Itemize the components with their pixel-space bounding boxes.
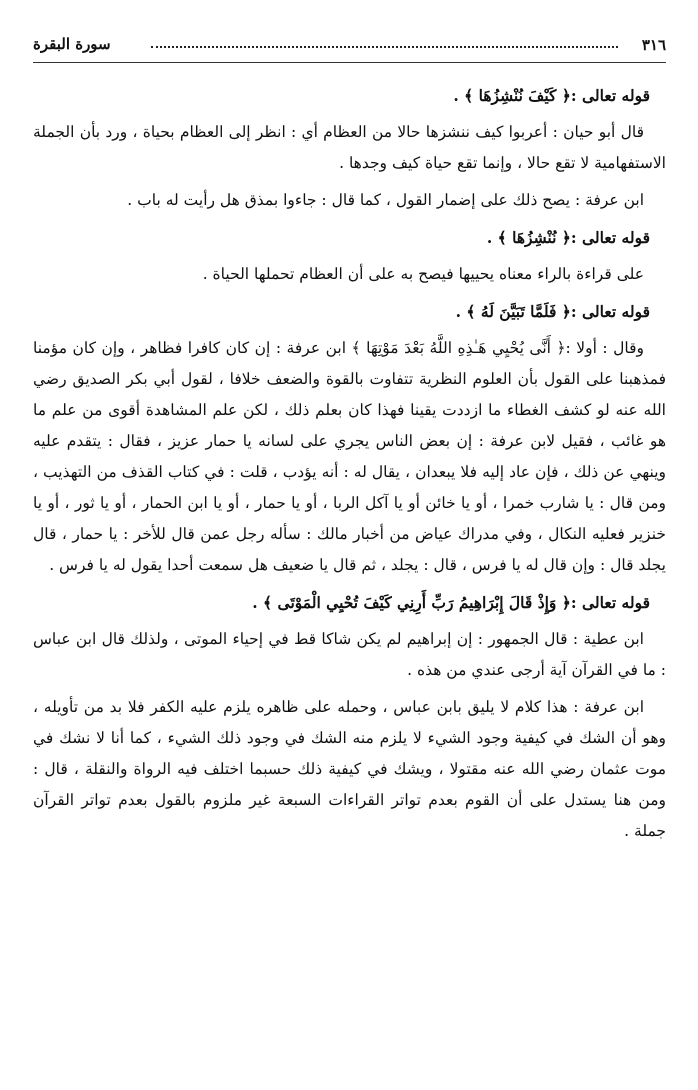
header-dotted-line xyxy=(151,46,618,48)
header-rule xyxy=(33,62,666,63)
commentary-paragraph: ابن عرفة : هذا كلام لا يليق بابن عباس ، وحمله على ظاهره يلزم عليه الكفر فلا بد من تأويله ، وهو أن الشك في كيفية وجود الشيء لا يلزم منه الشك في وجود ذلك الشيء ، كما أنا لا نشك في موت عثمان رضي الله عنه مقتولا ، ويشك في كيفية ذلك حسبما اختلف فيه الرواة والنقلة ، قال : ومن هنا يستدل على أن القوم بعدم تواتر القراءات السبعة غير ملزوم بالقول بعدم تواتر القرآن جملة . xyxy=(33,698,666,840)
verse-heading: قوله تعالى :﴿ نُنْشِزُهَا ﴾ . xyxy=(486,228,650,247)
page-content xyxy=(33,80,666,853)
commentary-paragraph: ابن عرفة : يصح ذلك على إضمار القول ، كما قال : جاءوا بمذق هل رأيت له باب . xyxy=(127,191,644,209)
commentary-paragraph: وقال : أولا :﴿ أَنَّى يُحْيِي هَـٰذِهِ اللَّهُ بَعْدَ مَوْتِهَا ﴾ ابن عرفة : إن كان كافرا فظاهر ، وإن كان مؤمنا فمذهبنا على القول بأن العلوم النظرية تتفاوت بالقوة والضعف خلافا ، لقول أبي بكر الصديق رضي الله عنه لو كشف الغطاء ما ازددت يقينا فهذا كان بعلم ذلك ، لكن علم المشاهدة أقوى من علم ما هو غائب ، فقيل لابن عرفة : إن بعض الناس يجري على لسانه يا حمار عزيز ، فقال : يتقدم عليه وينهي عن ذلك ، فإن عاد إليه فلا يبعدان ، يقال له : أنه يؤدب ، قلت : في كتاب القذف من التهذيب ، ومن قال : يا شارب خمرا ، أو يا خائن أو يا آكل الربا ، أو يا حمار ، أو يا ابن الحمار ، أو يا ثور ، أو يا خنزير فعليه النكال ، وفي مدراك عياض من أخبار مالك : سأله رجل عمن قال للأخر : يا حمار ، قال يجلد قال : وإن قال له يا فرس ، قال : يجلد ، ثم قال يا ضعيف هل سمعت أحدا يقول له يا فرس . xyxy=(33,339,666,574)
verse-heading: قوله تعالى :﴿ وَإِذْ قَالَ إِبْرَاهِيمُ رَبِّ أَرِنِي كَيْفَ تُحْيِي الْمَوْتَى ﴾ . xyxy=(252,593,650,612)
commentary-paragraph: على قراءة بالراء معناه يحييها فيصح به على أن العظام تحملها الحياة . xyxy=(202,265,644,283)
verse-heading: قوله تعالى :﴿ فَلَمَّا تَبَيَّنَ لَهُ ﴾ . xyxy=(455,302,650,321)
commentary-paragraph: قال أبو حيان : أعربوا كيف ننشزها حالا من العظام أي : انظر إلى العظام بحياة ، ورد بأن الجملة الاستفهامية لا تقع حالا ، وإنما تقع حياة كيف وجدها . xyxy=(33,123,666,172)
surah-title: سورة البقرة xyxy=(33,35,111,53)
verse-heading: قوله تعالى :﴿ كَيْفَ نُنْشِزُهَا ﴾ . xyxy=(453,86,650,105)
page-number: ٣١٦ xyxy=(641,36,666,54)
commentary-paragraph: ابن عطية : قال الجمهور : إن إبراهيم لم يكن شاكا قط في إحياء الموتى ، ولذلك قال ابن عباس : ما في القرآن آية أرجى عندي من هذه . xyxy=(33,630,666,679)
page-header xyxy=(33,30,666,60)
